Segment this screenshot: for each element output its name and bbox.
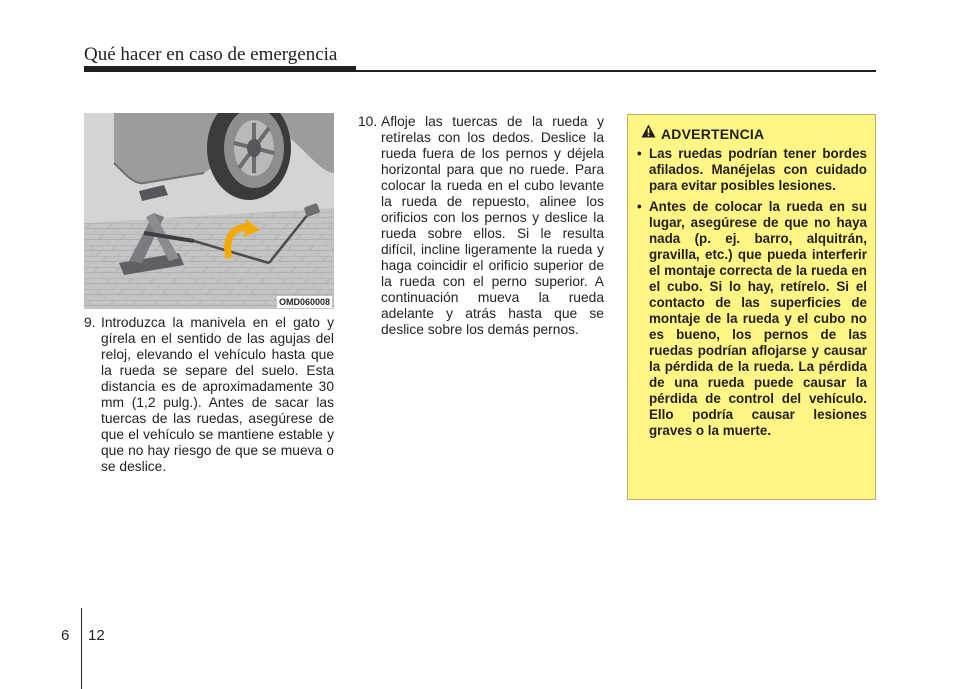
header-rule-accent <box>84 66 356 72</box>
page-number: 12 <box>88 627 105 644</box>
step-text: Afloje las tuercas de la rueda y retírelas con los dedos. Deslice la rueda fuera de los pernos y déjela horizontal para que no ruede. Para colocar la rueda en el cubo levante la rueda de repuesto, alinee los orificios con los pernos y deslice la rueda sobre ellos. Si le resulta difícil, incline ligeramente la rueda y haga coincidir el orificio superior de la rueda con el perno superior. A continuación mueva la rueda adelante y atrás hasta que se deslice sobre los demás pernos. <box>381 114 604 337</box>
jack-and-wheel-illustration <box>84 113 334 309</box>
warning-box <box>627 114 876 500</box>
warning-list <box>637 146 867 439</box>
warning-item-text: Antes de colocar la rueda en su lugar, asegúrese de que no haya nada (p. ej. barro, alquitrán, gravilla, etc.) que pueda interferir el montaje correcta de la rueda en el cubo. Si lo hay, retírelo. Si el contacto de las superficies de montaje de la rueda y el cubo no es bueno, los pernos de las ruedas podrían aflojarse y causar la pérdida de la rueda. La pérdida de una rueda puede causar la pérdida de control del vehículo. Ello podría causar lesiones graves o la muerte. <box>649 199 867 438</box>
bullet: • <box>637 199 642 214</box>
chapter-number: 6 <box>61 627 70 644</box>
warning-triangle-icon <box>641 124 656 143</box>
step-text: Introduzca la manivela en el gato y gírela en el sentido de las agujas del reloj, elevando el vehículo hasta que la rueda se separe del suelo. Esta distancia es de aproximadamente 30 mm (1,2 pulg.). Antes de sacar las tuercas de las ruedas, asegúrese de que el vehículo se mantiene estable y que no hay riesgo de que se mueva o se deslice. <box>101 315 334 474</box>
bullet: • <box>637 146 642 161</box>
jack-illustration <box>84 113 334 309</box>
step-9 <box>84 315 334 475</box>
figure-code: OMD060008 <box>278 297 330 307</box>
warning-item <box>637 199 867 439</box>
step-number: 9. <box>84 315 96 330</box>
step-number: 10. <box>358 114 378 129</box>
footer-divider <box>81 608 82 689</box>
warning-header <box>641 124 867 143</box>
warning-item-text: Las ruedas podrían tener bordes afilados. Manéjelas con cuidado para evitar posibles lesiones. <box>649 146 867 193</box>
warning-title: ADVERTENCIA <box>661 125 765 142</box>
step-10 <box>358 114 604 338</box>
warning-item <box>637 146 867 194</box>
page-header-title: Qué hacer en caso de emergencia <box>84 44 338 65</box>
